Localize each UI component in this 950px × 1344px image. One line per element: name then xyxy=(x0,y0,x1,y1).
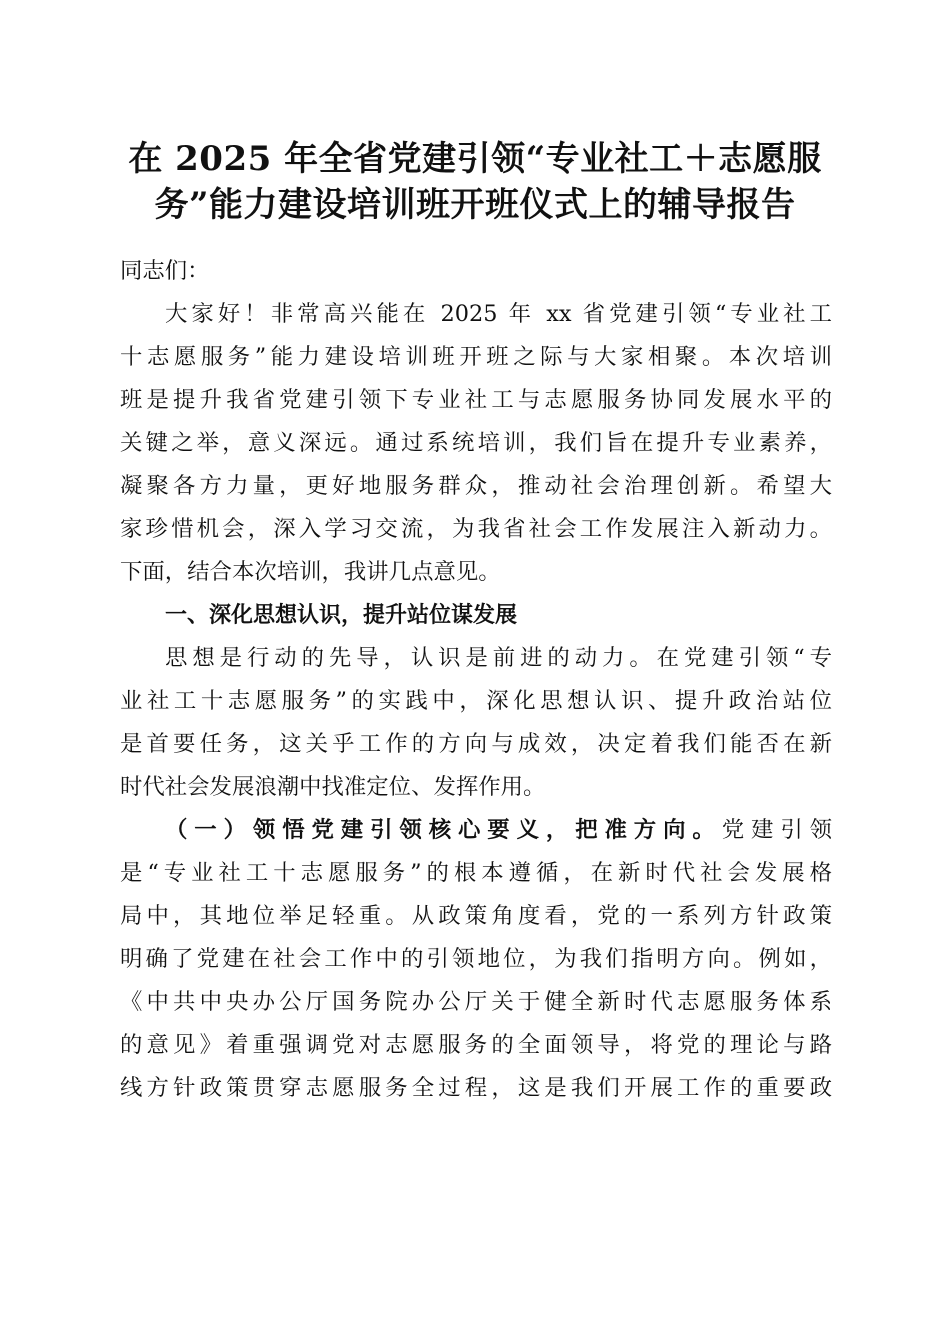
paragraph-line: 时代社会发展浪潮中找准定位、发挥作用。 xyxy=(120,774,546,800)
paragraph-line: 线方针政策贯穿志愿服务全过程，这是我们开展工作的重要政 xyxy=(120,1075,832,1101)
paragraph-line: 思想是行动的先导，认识是前进的动力。在党建引领“专 xyxy=(165,645,832,671)
paragraph-line: 业社工十志愿服务”的实践中，深化思想认识、提升政治站位 xyxy=(120,688,832,714)
paragraph-line: 关键之举，意义深远。通过系统培训，我们旨在提升专业素养， xyxy=(120,430,832,456)
paragraph-line: 局中，其地位举足轻重。从政策角度看，党的一系列方针政策 xyxy=(120,903,832,929)
paragraph-line: 是“专业社工十志愿服务”的根本遵循，在新时代社会发展格 xyxy=(120,860,832,886)
paragraph-line xyxy=(120,809,832,852)
title-line-1: 在 2025 年全省党建引领“专业社工＋志愿服 xyxy=(128,139,822,179)
intro-paragraph xyxy=(120,293,832,594)
document-title xyxy=(120,136,830,228)
paragraph-line: 家珍惜机会，深入学习交流，为我省社会工作发展注入新动力。 xyxy=(120,516,832,542)
title-line-2: 务”能力建设培训班开班仪式上的辅导报告 xyxy=(154,185,796,225)
salutation: 同志们： xyxy=(120,258,210,284)
section1-paragraph xyxy=(120,637,832,809)
paragraph-line: 班是提升我省党建引领下专业社工与志愿服务协同发展水平的 xyxy=(120,387,832,413)
subsection1-paragraph xyxy=(120,809,832,1110)
paragraph-line: 十志愿服务”能力建设培训班开班之际与大家相聚。本次培训 xyxy=(120,344,832,370)
paragraph-line: 《中共中央办公厅国务院办公厅关于健全新时代志愿服务体系 xyxy=(120,989,832,1015)
subsection-lead: （一）领悟党建引领核心要义，把准方向。 xyxy=(165,817,722,843)
paragraph-line: 大家好！非常高兴能在 2025 年 xx 省党建引领“专业社工 xyxy=(165,301,832,327)
document-body xyxy=(120,250,832,1110)
paragraph-line: 下面，结合本次培训，我讲几点意见。 xyxy=(120,559,501,585)
paragraph-line: 是首要任务，这关乎工作的方向与成效，决定着我们能否在新 xyxy=(120,731,832,757)
subsection-lead-rest: 党建引领 xyxy=(721,817,833,843)
paragraph-line: 的意见》着重强调党对志愿服务的全面领导，将党的理论与路 xyxy=(120,1032,832,1058)
paragraph-line: 明确了党建在社会工作中的引领地位，为我们指明方向。例如， xyxy=(120,946,832,972)
paragraph-line: 凝聚各方力量，更好地服务群众，推动社会治理创新。希望大 xyxy=(120,473,832,499)
section-heading: 一、深化思想认识，提升站位谋发展 xyxy=(165,603,518,628)
